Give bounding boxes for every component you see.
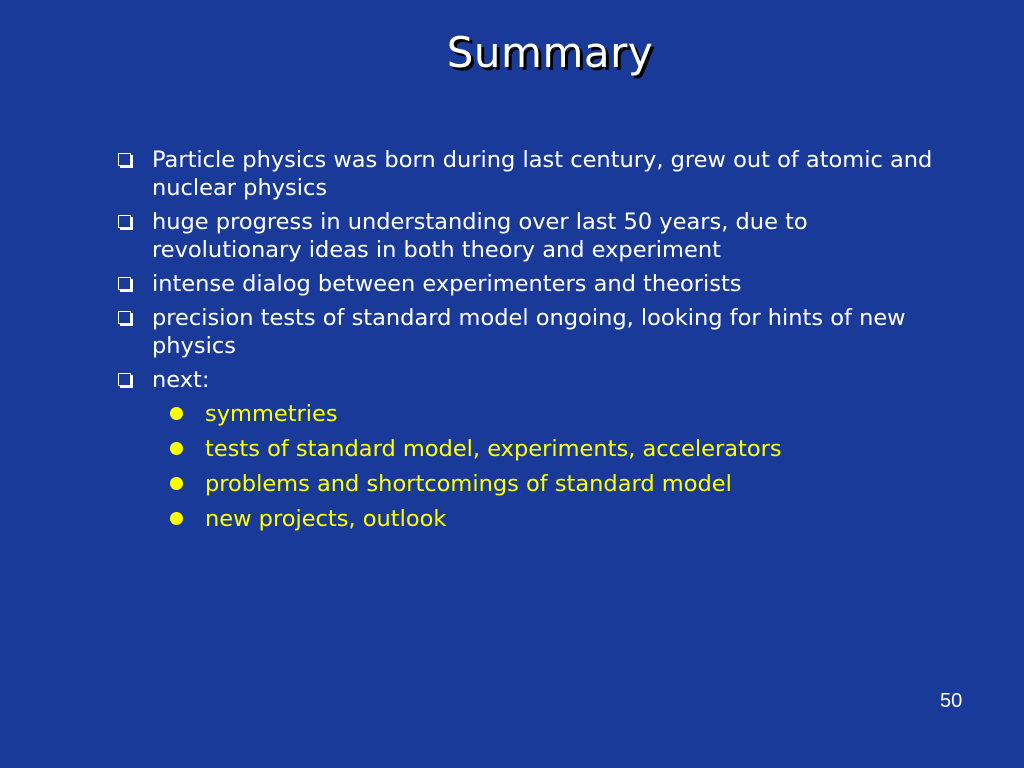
sub-bullet-item	[114, 435, 944, 463]
bullet-item	[114, 208, 944, 264]
bullet-item	[114, 304, 944, 360]
sub-bullet-text: tests of standard model, experiments, accelerators	[205, 436, 782, 462]
hollow-square-bullet-icon	[118, 373, 131, 386]
bullet-item	[114, 146, 944, 202]
filled-circle-bullet-icon	[170, 512, 183, 525]
bullet-list	[114, 146, 944, 540]
hollow-square-bullet-icon	[118, 277, 131, 290]
hollow-square-bullet-icon	[118, 311, 131, 324]
filled-circle-bullet-icon	[170, 477, 183, 490]
sub-bullet-item	[114, 470, 944, 498]
slide-title: Summary	[446, 28, 654, 77]
page-number: 50	[940, 690, 963, 712]
sub-bullet-text: new projects, outlook	[205, 506, 447, 532]
filled-circle-bullet-icon	[170, 407, 183, 420]
bullet-text: precision tests of standard model ongoing, looking for hints of new physics	[152, 305, 906, 359]
bullet-item	[114, 366, 944, 394]
hollow-square-bullet-icon	[118, 215, 131, 228]
sub-bullet-item	[114, 505, 944, 533]
bullet-text: next:	[152, 367, 210, 393]
bullet-item	[114, 270, 944, 298]
hollow-square-bullet-icon	[118, 153, 131, 166]
sub-bullet-text: symmetries	[205, 401, 338, 427]
sub-bullet-item	[114, 400, 944, 428]
bullet-text: Particle physics was born during last century, grew out of atomic and nuclear physics	[152, 147, 933, 201]
bullet-text: intense dialog between experimenters and theorists	[152, 271, 742, 297]
sub-bullet-text: problems and shortcomings of standard model	[205, 471, 732, 497]
filled-circle-bullet-icon	[170, 442, 183, 455]
bullet-text: huge progress in understanding over last 50 years, due to revolutionary ideas in both theory and experiment	[152, 209, 808, 263]
